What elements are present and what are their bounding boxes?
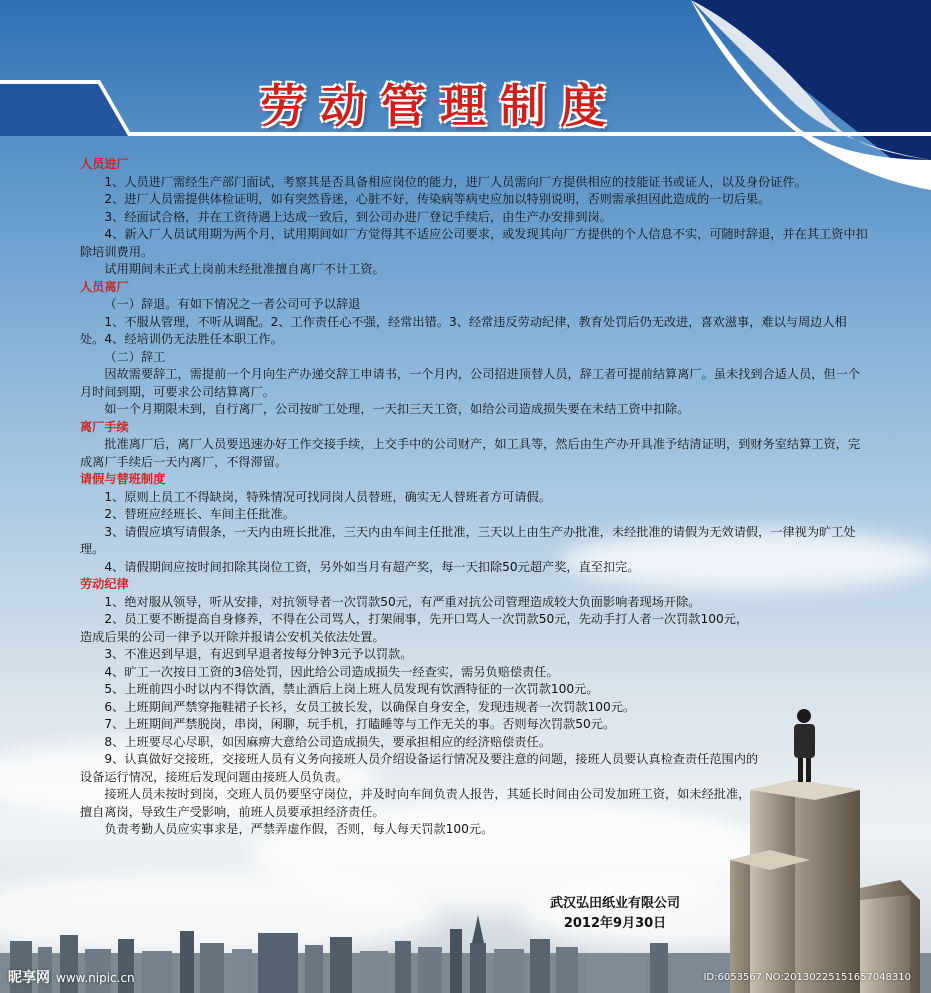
watermark-url: www.nipic.cn	[56, 971, 135, 985]
paragraph: 3、不准迟到早退，有迟到早退者按每分钟3元予以罚款。	[104, 647, 413, 661]
section-exit-procedure	[80, 419, 870, 472]
signature-date: 2012年9月30日	[563, 916, 667, 931]
paragraph: （二）辞工	[104, 349, 166, 364]
paragraph: 4、请假期间应按时间扣除其岗位工资，另外如当月有超产奖，每一天扣除50元超产奖，直至扣完。	[104, 559, 640, 574]
paragraph: 试用期间未正式上岗前未经批准擅自离厂不计工资。	[104, 262, 385, 276]
watermark-brand: 昵享网	[8, 970, 50, 986]
watermark	[8, 967, 135, 987]
section-leave	[80, 279, 870, 419]
company-name: 武汉弘田纸业有限公司	[550, 896, 681, 911]
section-heading: 人员离厂	[80, 279, 129, 294]
paragraph: 2、进厂人员需提供体检证明，如有突然昏迷，心脏不好，传染病等病史应加以特别说明，否则需承担因此造成的一切后果。	[104, 192, 771, 206]
paragraph: 2、员工要不断提高自身修养，不得在公司骂人，打架闹事，先开口骂人一次罚款50元，先动手打人者一次罚款100元，造成后果的公司一律予以开除并报请公安机关依法处置。	[80, 612, 749, 644]
paragraph: 3、请假应填写请假条，一天内由班长批准，三天内由车间主任批准，三天以上由生产办批准，未经批准的请假为无效请假，一律视为旷工处理。	[80, 524, 856, 556]
section-heading: 请假与替班制度	[80, 472, 166, 486]
watermark-id: ID:6053567 NO:20130225151657048310	[703, 972, 911, 983]
paragraph: 批准离厂后，离厂人员要迅速办好工作交接手续，上交手中的公司财产，如工具等，然后由生产办开具准予结清证明，到财务室结算工资，完成离厂手续后一天内离厂，不得滞留。	[80, 437, 861, 469]
page-title: 劳动管理制度	[260, 79, 620, 133]
paragraph: 接班人员未按时到岗，交班人员仍要坚守岗位，并及时向车间负责人报告，其延长时间由公司发加班工资，如未经批准，擅自离岗，导致生产受影响，前班人员要承担经济责任。	[80, 787, 751, 819]
paragraph: 4、旷工一次按日工资的3倍处罚，因此给公司造成损失一经查实，需另负赔偿责任。	[104, 664, 559, 679]
paragraph: 因故需要辞工，需提前一个月向生产办递交辞工申请书，一个月内，公司招进顶替人员，辞工者可提前结算离厂。虽未找到合适人员，但一个月时间到期，可要求公司结算离厂。	[80, 367, 861, 399]
paragraph: （一）辞退。有如下情况之一者公司可予以辞退	[104, 297, 361, 311]
paragraph: 如一个月期限未到，自行离厂，公司按旷工处理，一天扣三天工资，如给公司造成损失要在未结工资中扣除。	[104, 402, 690, 416]
paragraph: 8、上班要尽心尽职，如因麻痹大意给公司造成损失，要承担相应的经济赔偿责任。	[104, 734, 551, 749]
paragraph: 1、不服从管理，不听从调配。2、工作责任心不强，经常出错。3、经常违反劳动纪律，教育处罚后仍无改进，喜欢滋事，难以与周边人相处。4、经培训仍无法胜任本职工作。	[80, 314, 847, 346]
paragraph: 1、绝对服从领导，听从安排，对抗领导者一次罚款50元，有严重对抗公司管理造成较大负面影响者现场开除。	[104, 594, 701, 609]
section-heading: 离厂手续	[80, 419, 129, 434]
paragraph: 1、人员进厂需经生产部门面试，考察其是否具备相应岗位的能力，进厂人员需向厂方提供相应的技能证书或证人，以及身份证件。	[104, 174, 807, 189]
man-on-pillar-illustration	[710, 700, 931, 993]
section-entry	[80, 156, 870, 279]
paragraph: 2、替班应经班长、车间主任批准。	[104, 507, 295, 521]
paragraph: 5、上班前四小时以内不得饮酒，禁止酒后上岗上班人员发现有饮酒特征的一次罚款100元。	[104, 682, 599, 696]
paragraph: 7、上班期间严禁脱岗，串岗，闲聊，玩手机，打瞌睡等与工作无关的事。否则每次罚款50元。	[104, 717, 616, 731]
paragraph: 3、经面试合格，并在工资待遇上达成一致后，到公司办进厂登记手续后，由生产办安排到岗。	[104, 209, 612, 224]
section-heading: 劳动纪律	[80, 577, 129, 591]
paragraph: 9、认真做好交接班，交接班人员有义务向接班人员介绍设备运行情况及要注意的问题，接班人员要认真检查责任范围内的设备运行情况，接班后发现问题由接班人员负责。	[80, 752, 759, 784]
section-discipline	[80, 576, 760, 839]
paragraph: 1、原则上员工不得缺岗，特殊情况可找同岗人员替班，确实无人替班者方可请假。	[104, 489, 551, 504]
section-leave-request	[80, 471, 870, 576]
signature-block	[550, 894, 680, 934]
paragraph: 负责考勤人员应实事求是，严禁弄虚作假，否则，每人每天罚款100元。	[104, 822, 494, 836]
paragraph: 6、上班期间严禁穿拖鞋裙子长衫，女员工披长发，以确保自身安全，发现违规者一次罚款100元。	[104, 699, 636, 714]
section-heading: 人员进厂	[80, 157, 129, 171]
paragraph: 4、新入厂人员试用期为两个月，试用期间如厂方觉得其不适应公司要求，或发现其向厂方提供的个人信息不实，可随时辞退，并在其工资中扣除培训费用。	[80, 227, 868, 259]
